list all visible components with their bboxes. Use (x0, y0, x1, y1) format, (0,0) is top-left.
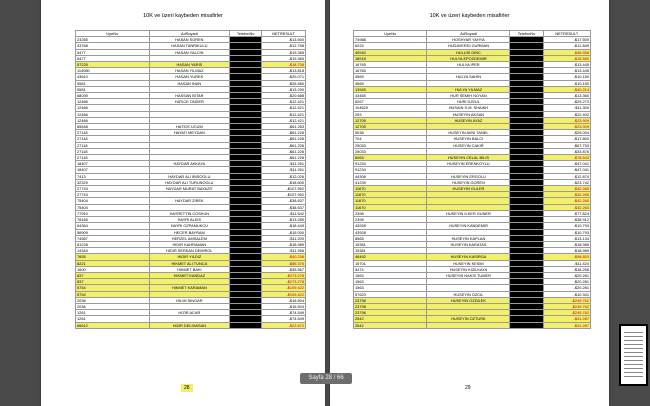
member-id-cell: 2542 (354, 316, 427, 322)
member-id-cell: 18407 (76, 167, 150, 173)
name-cell: HIZIR DELIHASAN (149, 322, 230, 328)
name-cell: HULYA YILMAZ (427, 86, 510, 92)
net-result-cell: -$12.421 (262, 105, 306, 111)
name-cell: HERZEL AMSALEM (149, 235, 230, 241)
member-id-cell: 293 (354, 111, 427, 117)
name-cell: HILMI SINGAR (149, 297, 230, 303)
column-header: TelefonNo (510, 31, 543, 37)
member-id-cell: 91234 (354, 167, 427, 173)
member-id-cell: 23798 (354, 310, 427, 316)
table-header-row (354, 31, 591, 37)
name-cell: HUSEYIN AYAZ (427, 117, 510, 123)
member-id-cell: 4569 (354, 74, 427, 80)
name-cell: HIKMET BAKI (149, 266, 230, 272)
member-id-cell: 23798 (354, 303, 427, 309)
member-id-cell: 77910 (76, 210, 150, 216)
net-result-cell: -$11.642 (262, 210, 306, 216)
name-cell: HASAN YALCIN (149, 49, 230, 55)
name-cell: HUSEYIN KARATAS (427, 241, 510, 247)
member-id-cell: 11670 (354, 186, 427, 192)
member-id-cell: 27118 (76, 155, 150, 161)
member-id-cell: 12466 (76, 117, 150, 123)
net-result-cell: -$13.290 (262, 86, 306, 92)
member-id-cell: 15701 (354, 260, 427, 266)
member-id-cell: 5477 (76, 49, 150, 55)
page-title: 10K ve üzeri kaybeden misafirler (429, 13, 510, 19)
member-id-cell: 5581 (76, 86, 150, 92)
member-id-cell: 25033 (354, 142, 427, 148)
net-result-cell: -$13.289 (262, 217, 306, 223)
net-result-cell: -$38.912 (543, 217, 590, 223)
member-id-cell: 704 (354, 136, 427, 142)
member-id-cell: 91234 (354, 161, 427, 167)
net-result-cell: -$41.287 (543, 322, 590, 328)
net-result-cell: -$12.421 (262, 117, 306, 123)
net-result-cell: -$18.989 (262, 241, 306, 247)
net-result-cell: -$11.261 (262, 167, 306, 173)
net-result-cell: -$13.134 (543, 235, 590, 241)
name-cell: HULYA IPER (427, 62, 510, 68)
net-result-cell: -$38.637 (262, 198, 306, 204)
member-id-cell: 8267 (354, 99, 427, 105)
net-result-cell: -$47.041 (543, 161, 590, 167)
net-result-cell: -$12.421 (262, 99, 306, 105)
member-id-cell: 104620 (354, 105, 427, 111)
net-result-cell: -$249.762 (543, 297, 590, 303)
net-result-cell: -$85.376 (262, 260, 306, 266)
name-cell: HASSAN BITAR (149, 93, 230, 99)
net-result-cell: -$18.989 (543, 248, 590, 254)
net-result-cell: -$61.226 (262, 130, 306, 136)
name-cell: HAYDAR ALI IBISOGLU (149, 173, 230, 179)
member-id-cell: 5581 (76, 80, 150, 86)
name-cell: HUSEYIN OZTURK (427, 316, 510, 322)
net-result-cell: -$46.956 (543, 49, 590, 55)
net-result-cell: -$23.909 (543, 124, 590, 130)
net-result-cell: -$67.753 (543, 142, 590, 148)
table-row (354, 322, 591, 328)
net-result-cell: -$61.226 (262, 155, 306, 161)
member-id-cell: 25033 (354, 148, 427, 154)
member-id-cell: 11670 (354, 198, 427, 204)
page-thumbnail[interactable] (619, 324, 648, 386)
column-header: UyeNo (76, 31, 150, 37)
member-id-cell: 75404 (76, 204, 150, 210)
net-result-cell: -$78.543 (543, 155, 590, 161)
losers-table (353, 30, 591, 329)
member-id-cell: 7655 (76, 254, 150, 260)
member-id-cell: 43610 (76, 74, 150, 80)
member-id-cell: 66612 (76, 322, 150, 328)
column-header: NETRESULT (543, 31, 590, 37)
member-id-cell: 5477 (76, 55, 150, 61)
net-result-cell: -$13.818 (262, 68, 306, 74)
net-result-cell: -$16.504 (262, 303, 306, 309)
member-id-cell: 23798 (354, 297, 427, 303)
name-cell: HIDIR YILDIZ (149, 254, 230, 260)
member-id-cell: 1261 (76, 310, 150, 316)
name-cell: HIDIR SERKAN DEMIROL (149, 248, 230, 254)
member-id-cell: 75404 (76, 198, 150, 204)
net-result-cell: -$74.549 (262, 310, 306, 316)
net-result-cell: -$10.341 (543, 291, 590, 297)
net-result-cell: -$17.500 (543, 37, 590, 43)
net-result-cell: -$42.265 (543, 186, 590, 192)
name-cell: HUSEYIN ERENKOYLU (427, 161, 510, 167)
net-result-cell: -$10.150 (543, 74, 590, 80)
name-cell: HASAN INAN (149, 80, 230, 86)
member-id-cell: 64364 (76, 223, 150, 229)
net-result-cell: -$61.226 (262, 142, 306, 148)
member-id-cell: 12705 (354, 124, 427, 130)
name-cell: HULUSI DINC (427, 49, 510, 55)
document-page-right (330, 0, 609, 406)
net-result-cell: -$20.688 (262, 93, 306, 99)
member-id-cell: 74567 (76, 235, 150, 241)
net-result-cell: -$98.853 (543, 254, 590, 260)
member-id-cell: 12466 (76, 111, 150, 117)
member-id-cell: 2036 (76, 303, 150, 309)
net-result-cell: -$77.824 (543, 210, 590, 216)
net-result-cell: -$23.909 (543, 117, 590, 123)
net-result-cell: -$13.500 (262, 37, 306, 43)
net-result-cell: -$33.876 (543, 148, 590, 154)
phone-cell-redacted (230, 322, 262, 328)
column-header: AdSoyadi (427, 31, 510, 37)
member-id-cell: 8221 (76, 260, 150, 266)
net-result-cell: -$13.445 (543, 62, 590, 68)
name-cell: HAYDAR AKKAYA (149, 161, 230, 167)
name-cell: HAYRI OZPAMUKCU (149, 223, 230, 229)
net-result-cell: -$15.580 (543, 55, 590, 61)
net-result-cell: -$15.000 (262, 229, 306, 235)
net-result-cell: -$19.365 (262, 49, 306, 55)
net-result-cell: -$42.265 (543, 192, 590, 198)
name-cell: HUSEYIN AKSAN (427, 111, 510, 117)
net-result-cell: -$74.549 (262, 316, 306, 322)
name-cell: HAYDAR ZIREK (149, 198, 230, 204)
member-id-cell: 2542 (354, 322, 427, 328)
member-id-cell: 27118 (76, 142, 150, 148)
member-id-cell: 2398 (354, 210, 427, 216)
net-result-cell: -$107.952 (262, 186, 306, 192)
net-result-cell: -$12.849 (543, 43, 590, 49)
member-id-cell: 27743 (76, 186, 150, 192)
net-result-cell: -$18.708 (262, 62, 306, 68)
page-number: 29 (465, 385, 471, 391)
name-cell: HAYRETTIN COSKUN (149, 210, 230, 216)
member-id-cell: 5754 (76, 285, 150, 291)
member-id-cell: 12466 (76, 105, 150, 111)
member-id-cell: 46492 (354, 254, 427, 260)
net-result-cell: -$61.283 (262, 124, 306, 130)
member-id-cell: 1563 (354, 285, 427, 291)
name-cell: HUSEYIN ERGOLU (427, 173, 510, 179)
net-result-cell: -$29.273 (543, 99, 590, 105)
net-result-cell: -$42.265 (543, 204, 590, 210)
net-result-cell: -$249.762 (543, 310, 590, 316)
net-result-cell: -$11.424 (543, 260, 590, 266)
net-result-cell: -$41.287 (543, 316, 590, 322)
member-id-cell: 68039 (76, 93, 150, 99)
member-id-cell: 27118 (76, 136, 150, 142)
net-result-cell: -$10.793 (543, 223, 590, 229)
member-id-cell: 27118 (76, 148, 150, 154)
net-result-cell: -$273.278 (262, 279, 306, 285)
net-result-cell: -$10.150 (543, 80, 590, 86)
member-id-cell: 15381 (354, 241, 427, 247)
name-cell: HAYDAR MURAT BAYAZIT (149, 186, 230, 192)
net-result-cell: -$22.402 (543, 111, 590, 117)
net-result-cell: -$11.200 (262, 235, 306, 241)
member-id-cell: 16765 (354, 68, 427, 74)
net-result-cell: -$23.742 (543, 179, 590, 185)
net-result-cell: -$11.958 (262, 248, 306, 254)
member-id-cell: 43928 (354, 223, 427, 229)
column-header: AdSoyadi (149, 31, 230, 37)
member-id-cell: 5474 (354, 266, 427, 272)
member-id-cell: 23265 (76, 37, 150, 43)
member-id-cell: 5754 (76, 291, 150, 297)
net-result-cell: -$25.004 (543, 130, 590, 136)
net-result-cell: -$40.258 (262, 254, 306, 260)
member-id-cell: 1563 (354, 272, 427, 278)
member-id-cell: 40940 (354, 49, 427, 55)
net-result-cell: -$11.261 (262, 161, 306, 167)
member-id-cell: 43768 (76, 43, 150, 49)
name-cell: HECER BAYRAM (149, 229, 230, 235)
name-cell: HAYRI ALKIS (149, 217, 230, 223)
member-id-cell: 12705 (354, 117, 427, 123)
member-id-cell: 6063 (354, 155, 427, 161)
name-cell: HUSEYIN KAPLAN (427, 235, 510, 241)
name-cell: HUSAIN S.M. SHAIKH (427, 105, 510, 111)
net-result-cell: -$38.637 (262, 204, 306, 210)
name-cell: HIDIR KAHRAMAN (149, 241, 230, 247)
net-result-cell: -$22.672 (262, 322, 306, 328)
name-cell: HAYDAR ALI TURUNOGLU (149, 179, 230, 185)
name-cell: HUSEYIN AVNI TANEL (427, 130, 510, 136)
net-result-cell: -$42.265 (543, 198, 590, 204)
member-id-cell: 1563 (354, 279, 427, 285)
net-result-cell: -$47.041 (543, 167, 590, 173)
name-cell: HUSEYIN KASIRGA (427, 254, 510, 260)
name-cell: HASAN SOREN (149, 37, 230, 43)
net-result-cell: -$12.026 (262, 173, 306, 179)
net-result-cell: -$12.421 (262, 111, 306, 117)
net-result-cell: -$12.874 (543, 173, 590, 179)
name-cell: HULYA SAHIN (427, 74, 510, 80)
name-cell: HATICE ONDER (149, 99, 230, 105)
member-id-cell: 2036 (76, 297, 150, 303)
column-header: TelefonNo (230, 31, 262, 37)
column-header: NETRESULT (262, 31, 306, 37)
net-result-cell: -$35.567 (262, 266, 306, 272)
member-id-cell: 27118 (76, 130, 150, 136)
member-id-cell: 43928 (354, 229, 427, 235)
name-cell: HUSEYIN GULER (427, 186, 510, 192)
member-id-cell: 7413 (76, 173, 150, 179)
table-row (76, 322, 306, 328)
net-result-cell: -$109.422 (262, 285, 306, 291)
member-id-cell: 837 (76, 279, 150, 285)
phone-cell-redacted (510, 322, 543, 328)
member-id-cell: 1261 (76, 316, 150, 322)
member-id-cell: 5038 (354, 130, 427, 136)
name-cell: HUSEYIN CAKIR (427, 142, 510, 148)
member-id-cell: 8565 (354, 235, 427, 241)
name-cell: HUSEYIN NAKSI TUMER (427, 272, 510, 278)
member-id-cell: 12466 (76, 99, 150, 105)
member-id-cell: 57623 (354, 291, 427, 297)
member-id-cell: 14344 (76, 248, 150, 254)
member-id-cell: 74988 (354, 37, 427, 43)
page-number: 28 (181, 384, 193, 392)
name-cell: HULYA EPOZDEMIR (427, 55, 510, 61)
member-id-cell: 11670 (354, 204, 427, 210)
name-cell: HATICE UCUM (149, 124, 230, 130)
member-id-cell: 57225 (76, 62, 150, 68)
name-cell: HOSHYAR YAHYA (427, 37, 510, 43)
name-cell: HASAN YUREK (149, 74, 230, 80)
net-result-cell: -$11.300 (543, 105, 590, 111)
name-cell: HIZIR ACAR (149, 310, 230, 316)
member-id-cell: 41239 (354, 179, 427, 185)
member-id-cell: 43455 (354, 93, 427, 99)
document-page-left (41, 0, 325, 406)
net-result-cell: -$20.281 (543, 272, 590, 278)
name-cell: HUR SEMIH NOYAN (427, 93, 510, 99)
name-cell: HUSEYIN KIZILKAYA (427, 266, 510, 272)
net-result-cell: -$12.758 (262, 43, 306, 49)
net-result-cell: -$29.071 (262, 74, 306, 80)
column-header: UyeNo (354, 31, 427, 37)
name-cell: HAYATI MEYDAN (149, 130, 230, 136)
name-cell: HASAN YARIS (149, 62, 230, 68)
member-id-cell: 11670 (354, 192, 427, 198)
net-result-cell: -$26.580 (262, 80, 306, 86)
net-result-cell: -$249.762 (543, 303, 590, 309)
net-result-cell: -$13.360 (543, 93, 590, 99)
net-result-cell: -$61.226 (262, 136, 306, 142)
net-result-cell: -$16.504 (262, 297, 306, 303)
member-id-cell: 78165 (76, 217, 150, 223)
name-cell: HUSEYIN OZDILEK (427, 297, 510, 303)
page-title: 10K ve üzeri kaybeden misafirler (143, 13, 223, 19)
name-cell: HASAN TANRIKULU (149, 43, 230, 49)
name-cell: HUDAVERDI GURMAN (427, 43, 510, 49)
member-id-cell: 1600 (76, 266, 150, 272)
name-cell (427, 322, 510, 328)
net-result-cell: -$273.278 (262, 272, 306, 278)
member-id-cell: 44306 (354, 173, 427, 179)
page-counter: Sayfa 28 / 66 (300, 373, 352, 384)
member-id-cell: 81228 (76, 241, 150, 247)
net-result-cell: -$18.989 (543, 241, 590, 247)
member-id-cell: 18407 (76, 161, 150, 167)
net-result-cell: -$109.422 (262, 291, 306, 297)
member-id-cell: 18918 (354, 55, 427, 61)
net-result-cell: -$10.793 (543, 229, 590, 235)
name-cell: HUSEYIN OZCIL (427, 291, 510, 297)
net-result-cell: -$18.449 (262, 223, 306, 229)
name-cell: HURI DJEUL (427, 99, 510, 105)
net-result-cell: -$20.281 (543, 285, 590, 291)
net-result-cell: -$19.365 (262, 55, 306, 61)
name-cell: HUSEYIN KANDEMIR (427, 223, 510, 229)
net-result-cell: -$18.256 (543, 266, 590, 272)
name-cell: HUSEYIN KESIM (427, 260, 510, 266)
member-id-cell: 15381 (354, 248, 427, 254)
name-cell: HUSEYIN CELAL BILIS (427, 155, 510, 161)
net-result-cell: -$107.952 (262, 192, 306, 198)
name-cell: HUSEYIN GOREN (427, 179, 510, 185)
name-cell: HIKMET KANDAZ (149, 272, 230, 278)
net-result-cell: -$61.226 (262, 148, 306, 154)
name-cell: HIKMET ALI TUNCA (149, 260, 230, 266)
member-id-cell: 56909 (76, 229, 150, 235)
losers-table (75, 30, 306, 329)
name-cell: HIKMET KARAMAN (149, 285, 230, 291)
member-id-cell: 13945 (354, 86, 427, 92)
member-id-cell: 114080 (76, 68, 150, 74)
net-result-cell: -$18.600 (262, 179, 306, 185)
member-id-cell: 27743 (76, 192, 150, 198)
net-result-cell: -$13.445 (543, 68, 590, 74)
member-id-cell: 32329 (76, 179, 150, 185)
name-cell: HASAN YILMAZ (149, 68, 230, 74)
member-id-cell: 2398 (354, 217, 427, 223)
member-id-cell: 85548 (76, 124, 150, 130)
net-result-cell: -$17.800 (543, 136, 590, 142)
net-result-cell: -$40.214 (543, 86, 590, 92)
member-id-cell: 837 (76, 272, 150, 278)
name-cell: HUSEYIN ILKER GUNER (427, 210, 510, 216)
member-id-cell: 4569 (354, 80, 427, 86)
name-cell: HUSEYIN BALCI (427, 136, 510, 142)
member-id-cell: 6224 (354, 43, 427, 49)
net-result-cell: -$20.281 (543, 279, 590, 285)
member-id-cell: 16765 (354, 62, 427, 68)
